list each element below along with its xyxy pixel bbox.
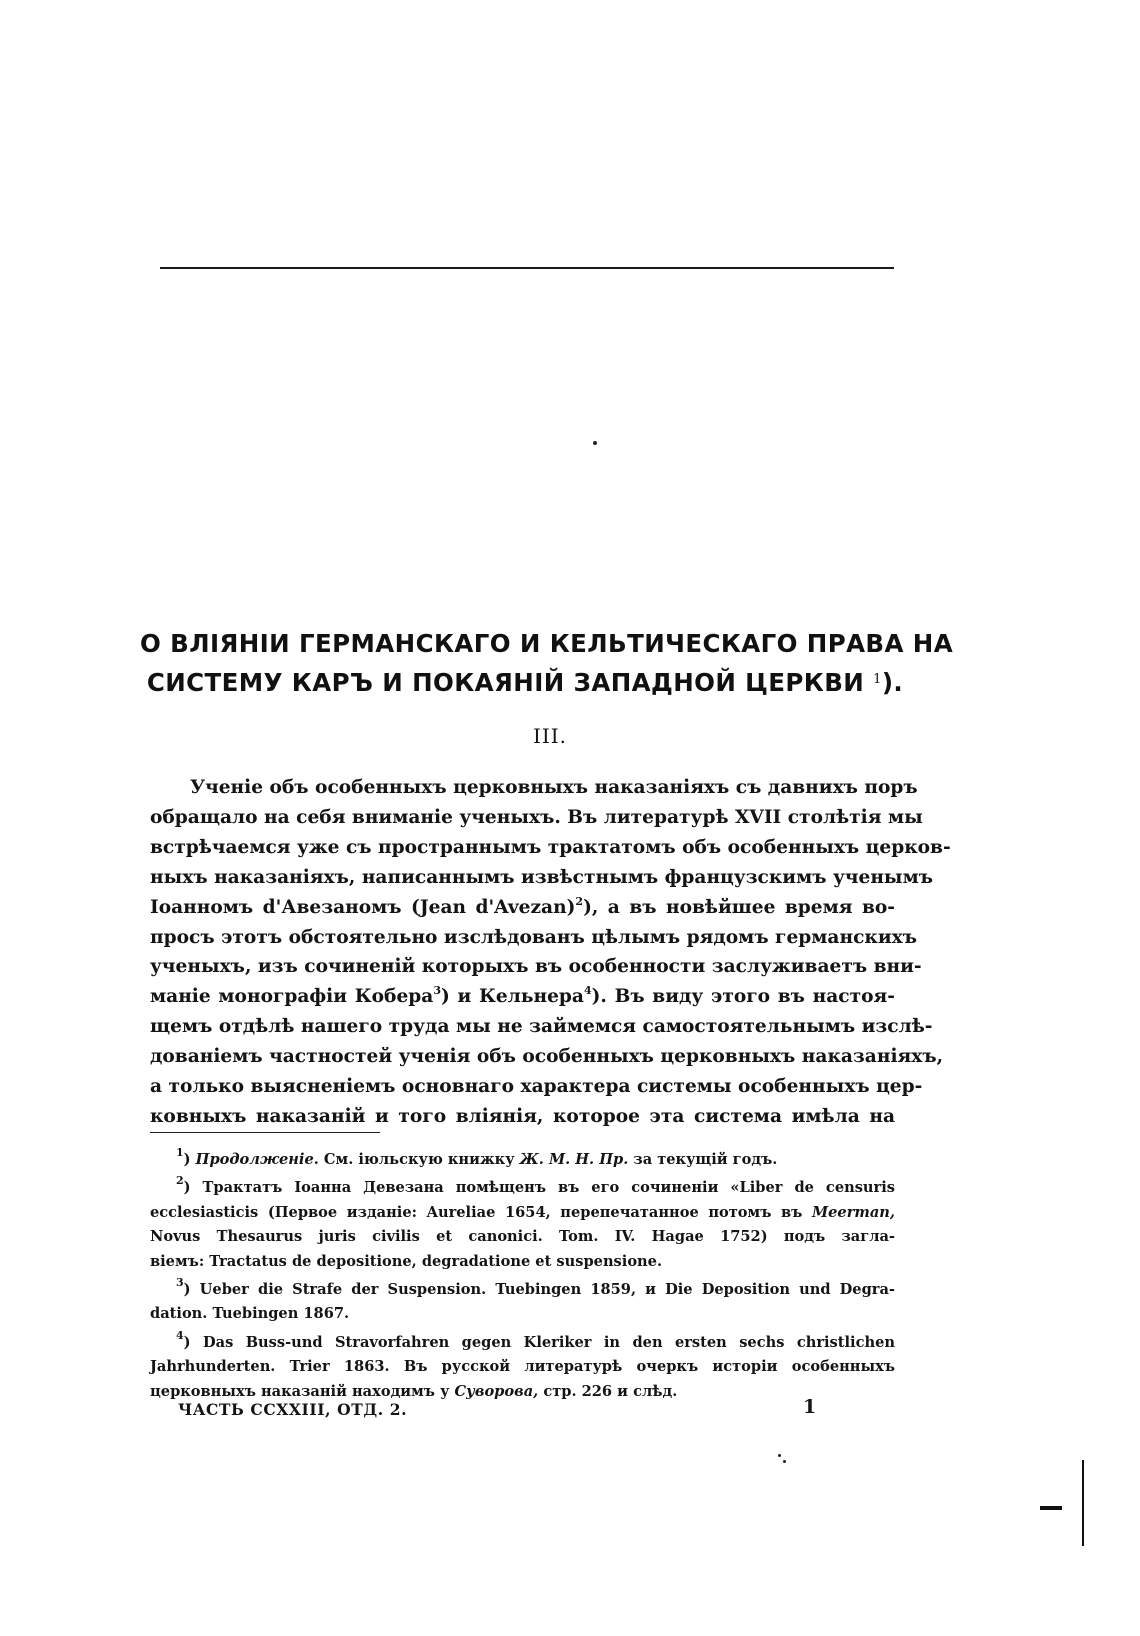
footnote-ref: 4: [583, 984, 592, 998]
footnote-italic: Суворова,: [454, 1382, 539, 1400]
body-paragraph: [150, 773, 951, 1132]
footnote-text: См. іюльскую книжку: [318, 1151, 520, 1168]
title-line-2-text: СИСТЕМУ КАРЪ И ПОКАЯНІЙ ЗАПАДНОЙ ЦЕРКВИ: [146, 668, 865, 697]
footnote-line: Novus Thesaurus juris civilis et canonici. Tom. IV. Hagae 1752) подъ загла-: [150, 1228, 895, 1246]
footnote-line: [150, 1278, 895, 1302]
body-line: [150, 982, 895, 1012]
footnote-text: церковныхъ наказаній находимъ у: [150, 1382, 455, 1400]
title-close: ).: [881, 668, 904, 697]
footnote-marker: 1: [176, 1146, 184, 1159]
top-rule: [160, 267, 894, 269]
body-text-segment: ). Въ виду этого въ настоя-: [591, 986, 895, 1008]
title-footnote-ref: 1: [873, 672, 882, 687]
body-line: ученыхъ, изъ сочиненій которыхъ въ особенности заслуживаетъ вни-: [150, 956, 922, 978]
footnote-italic: Ж. М. Н. Пр.: [519, 1151, 629, 1168]
body-line: дованіемъ частностей ученія объ особенныхъ церковныхъ наказаніяхъ,: [150, 1046, 944, 1068]
signature-mark: ЧАСТЬ CCXXIII, ОТД. 2.: [178, 1400, 408, 1419]
footnote-2: [150, 1176, 895, 1274]
footnote-italic: Продолженіе.: [195, 1151, 319, 1168]
footnote-text: ) Ueber die Strafe der Suspension. Tuebingen 1859, и Die Deposition und Degra-: [183, 1281, 895, 1299]
footnote-italic: Meerman,: [811, 1203, 895, 1221]
body-text-segment: маніе монографіи Кобера: [150, 986, 434, 1008]
scan-speck: [593, 441, 597, 445]
footnote-text: ) Das Buss-und Stravorfahren gegen Kleriker in den ersten sechs christlichen: [183, 1333, 895, 1351]
body-text-segment: ), а въ новѣйшее время во-: [583, 896, 896, 918]
footnote-text: за текущій годъ.: [628, 1151, 778, 1168]
footnote-marker: 4: [176, 1328, 184, 1342]
footnote-line: [150, 1201, 895, 1225]
body-line: а только выясненіемъ основнаго характера системы особенныхъ цер-: [150, 1076, 923, 1098]
footnote-1: [150, 1148, 895, 1172]
footnote-line: dation. Tuebingen 1867.: [150, 1305, 350, 1323]
scan-edge-line: [1082, 1460, 1084, 1546]
body-line: ковныхъ наказаній и того вліянія, которое эта система имѣла на: [150, 1105, 895, 1127]
body-line: щемъ отдѣлѣ нашего труда мы не займемся самостоятельнымъ изслѣ-: [150, 1016, 933, 1038]
page-number: 1: [803, 1396, 817, 1418]
body-text-segment: ) и Кельнера: [441, 986, 584, 1008]
footnote-marker: 2: [176, 1174, 184, 1188]
footnote-text: ) Трактатъ Іоанна Девезана помѣщенъ въ его сочиненіи «Liber de censuris: [183, 1179, 895, 1197]
body-line: ныхъ наказаніяхъ, написаннымъ извѣстнымъ французскимъ ученымъ: [150, 866, 933, 888]
section-number: III.: [532, 724, 568, 748]
footnote-text: стр. 226 и слѣд.: [538, 1382, 678, 1400]
scan-speck: [778, 1454, 781, 1457]
body-line: просъ этотъ обстоятельно изслѣдованъ цѣлымъ рядомъ германскихъ: [150, 926, 917, 948]
article-title: [140, 626, 954, 701]
body-line: встрѣчаемся уже съ пространнымъ трактатомъ объ особенныхъ церков-: [150, 836, 951, 858]
footnote-text: ecclesiasticis (Первое изданіе: Aureliae 1654, перепечатанное потомъ въ: [150, 1203, 812, 1221]
footnotes: [150, 1148, 895, 1408]
footnote-ref: 3: [433, 984, 441, 998]
footnote-marker: 3: [176, 1276, 184, 1290]
scan-speck: [783, 1460, 786, 1463]
body-line: [150, 893, 895, 923]
footnote-line: віемъ: Tractatus de depositione, degradatione et suspensione.: [150, 1252, 663, 1270]
body-line: Ученіе объ особенныхъ церковныхъ наказаніяхъ съ давнихъ поръ: [190, 777, 918, 798]
footnote-line: Jahrhunderten. Trier 1863. Въ русской литературѣ очеркъ исторіи особенныхъ: [150, 1358, 895, 1376]
footnote-line: [150, 1328, 895, 1355]
footnote-line: $^1$) Продолженіе. См. іюльскую книжку Ж. М. Н. Пр. за текущій годъ.: [176, 1146, 778, 1168]
title-line-2: [140, 662, 910, 701]
footnote-3: [150, 1278, 895, 1327]
footnote-4: [150, 1328, 895, 1404]
footnote-line: [150, 1176, 895, 1200]
body-line: обращало на себя вниманіе ученыхъ. Въ литературѣ XVII столѣтія мы: [150, 806, 923, 828]
footnote-ref: 2: [575, 894, 584, 908]
title-line-1: О ВЛІЯНІИ ГЕРМАНСКАГО И КЕЛЬТИЧЕСКАГО ПРАВА НА: [140, 629, 954, 658]
scan-edge-mark: [1040, 1506, 1062, 1510]
footnote-rule: [150, 1132, 380, 1133]
body-text-segment: Іоанномъ d'Авезаномъ (Jean d'Avezan): [150, 896, 576, 918]
